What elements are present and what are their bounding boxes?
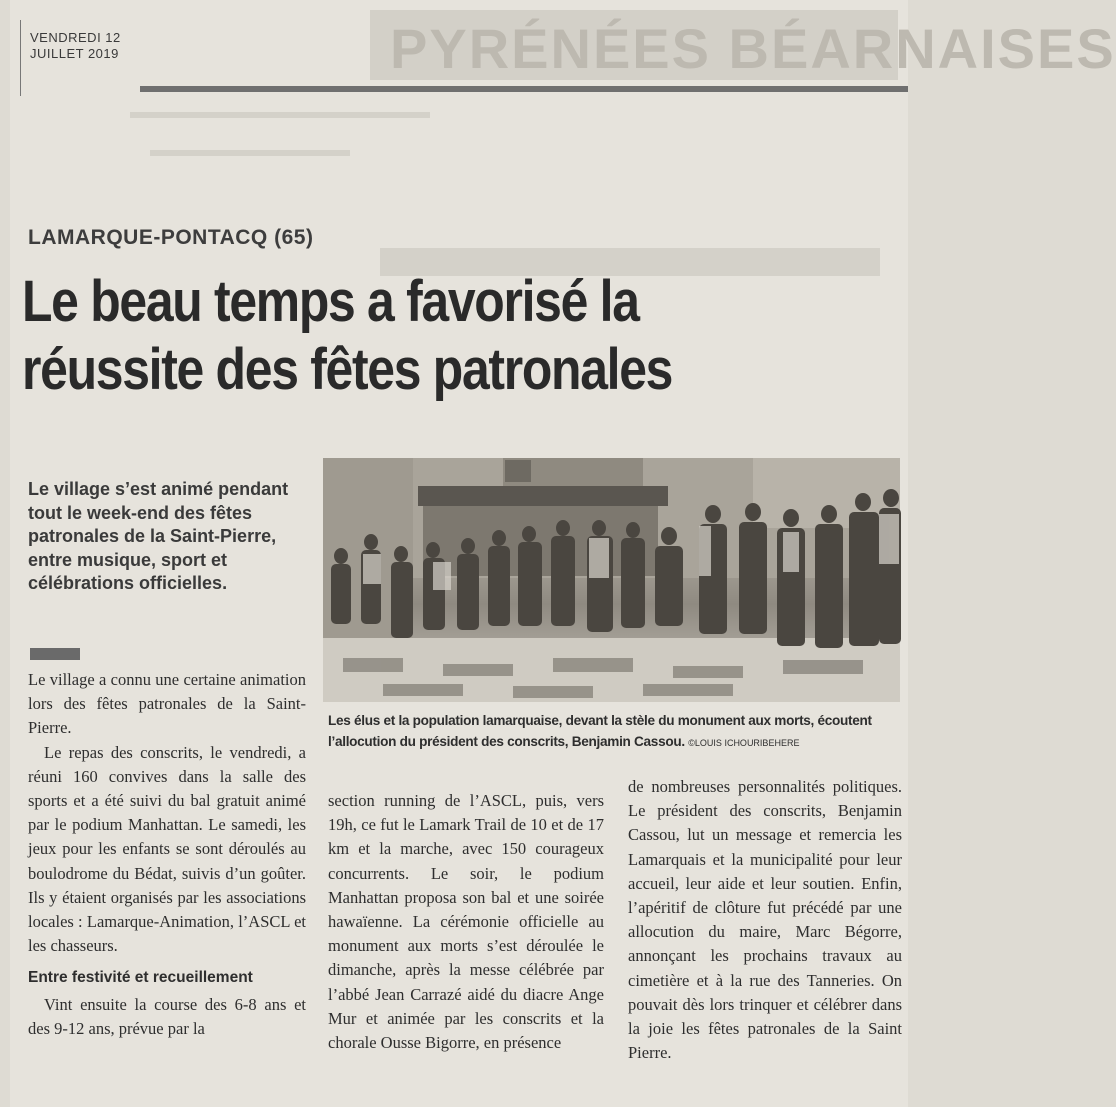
paragraph: section running de l’ASCL, puis, vers 19h, ce fut le Lamark Trail de 10 et de 17 km et la marche, avec 150 courageux concurrents. Le soir, le podium Manhattan proposa son bal et une soirée hawaïenne. La cérémonie officielle au monument aux morts s’est déroulée le dimanche, après la messe célébrée par l’abbé Jean Carrazé aidé du diacre Ange Mur et animée par les conscrits et la chorale Ousse Bigorre, en présence xyxy=(328,791,604,1053)
paragraph: Le repas des conscrits, le vendredi, a réuni 160 convives dans la salle des sports et a été suivi du bal gratuit animé par le podium Manhattan. Le samedi, les jeux pour les enfants se sont déroulés au boulodrome du Bédat, suivis d’un goûter. Ils y étaient organisés par les associations locales : Lamarque-Animation, l’ASCL et les chasseurs. xyxy=(28,742,306,956)
article-column-3 xyxy=(628,775,902,1065)
paragraph: de nombreuses personnalités politiques. Le président des conscrits, Benjamin Cassou, lut un message et remercia les Lamarquais et la municipalité pour leur accueil, leur aide et leur soutien. Enfin, l’apéritif de clôture fut précédé par une allocution du maire, Marc Bégorre, annonçant les prochains travaux au cimetière et à la rue des Tanneries. On pouvait dès lors trinquer et célébrer dans la joie les fêtes patronales de la Saint Pierre. xyxy=(628,777,902,1063)
paragraph: Vint ensuite la course des 6-8 ans et des 9-12 ans, prévue par la xyxy=(28,994,306,1038)
crowd-photo-illustration xyxy=(323,458,900,702)
photo-caption xyxy=(328,710,908,754)
photo-credit: ©LOUIS ICHOURIBEHERE xyxy=(688,738,800,748)
paragraph: Le village a connu une certaine animation lors des fêtes patronales de la Saint-Pierre. xyxy=(28,670,306,738)
header-rule xyxy=(140,86,908,92)
article-subhead: Entre festivité et recueillement xyxy=(28,969,253,987)
issue-date xyxy=(30,30,121,62)
article-column-1 xyxy=(28,668,306,1041)
headline-line-2: réussite des fêtes patronales xyxy=(22,337,673,402)
lede-separator xyxy=(30,648,80,660)
issue-date-month: JUILLET 2019 xyxy=(30,46,119,61)
photo-caption-text: Les élus et la population lamarquaise, devant la stèle du monument aux morts, écoutent l’allocution du président des conscrits, Benjamin Cassou. xyxy=(328,713,872,749)
article-location: LAMARQUE-PONTACQ (65) xyxy=(28,226,314,249)
section-masthead-text: PYRÉNÉES BÉARNAISES xyxy=(390,17,1116,80)
issue-date-day: VENDREDI 12 xyxy=(30,30,121,45)
headline-line-1: Le beau temps a favorisé la xyxy=(22,269,639,334)
section-masthead xyxy=(370,10,1116,80)
article-lede: Le village s’est animé pendant tout le week-end des fêtes patronales de la Saint-Pierre, entre musique, sport et célébrations officielles. xyxy=(28,479,289,593)
date-divider xyxy=(20,20,21,96)
bleed-through-line xyxy=(150,150,350,156)
bleed-through-line xyxy=(130,112,430,118)
article-column-2 xyxy=(328,789,604,1055)
article-headline xyxy=(22,268,779,404)
article-photo xyxy=(323,458,900,702)
